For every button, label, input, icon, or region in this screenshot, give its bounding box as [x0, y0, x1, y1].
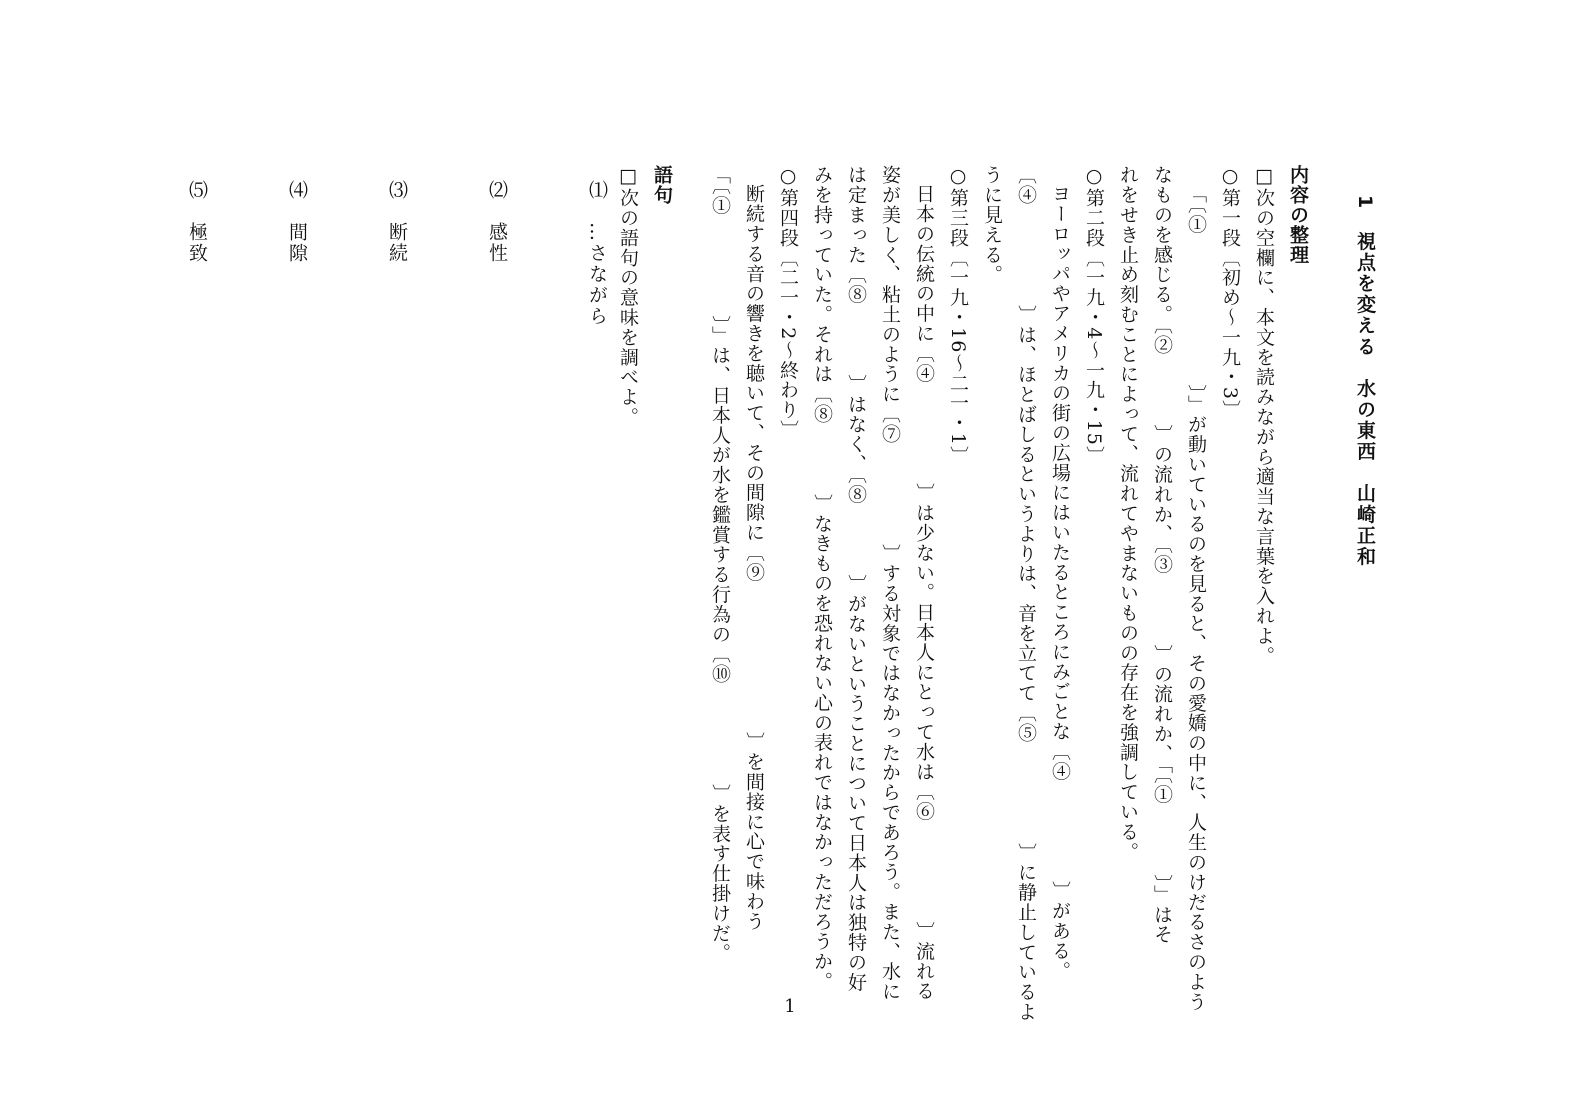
text: 〕」は、日本人が水を鑑賞する行為の〔⑩	[709, 315, 731, 684]
text: 〔④	[1015, 165, 1037, 205]
text: 日本の伝統の中に〔④	[913, 184, 935, 383]
paragraph-4-line-2	[710, 165, 729, 963]
text: 〕は、ほとばしるというよりは、音を立てて〔⑤	[1015, 304, 1037, 743]
text: は定まった〔⑧	[845, 165, 867, 305]
section-heading-content: 内容の整理	[1287, 165, 1309, 265]
vocab-word: …さながら	[586, 222, 608, 327]
text: みを持っていた。それは〔⑧	[811, 165, 833, 424]
vocab-number: ⑸	[186, 180, 208, 201]
text: 〕」はそ	[1151, 874, 1173, 945]
text: 〕に静止しているよ	[1015, 842, 1037, 1022]
vocab-number: ⑵	[486, 180, 508, 201]
text: 〕」が動いているのを見ると、その愛嬌の中に、人生のけだるさのよう	[1185, 384, 1207, 1012]
text: 「〔①	[709, 165, 731, 216]
paragraph-1-line-2	[1152, 165, 1171, 944]
vocab-word: 断続	[386, 222, 408, 264]
vocab-item-1	[584, 180, 611, 327]
text: 〕を間接に心で味わう	[743, 732, 765, 931]
paragraph-1-line-1	[1186, 165, 1205, 1012]
paragraph-3-line-4	[812, 165, 831, 991]
paragraph-2-line-2	[1016, 165, 1035, 1022]
text: 〕なきものを恐れない心の表れではなかっただろうか。	[811, 493, 833, 992]
paragraph-2-line-3: うに見える。	[981, 165, 1003, 285]
instruction-vocab: □次の語句の意味を調べよ。	[617, 165, 639, 427]
instruction-content: □次の空欄に、本文を読みながら適当な言葉を入れよ。	[1253, 165, 1275, 666]
vocab-word: 感性	[486, 222, 508, 264]
text: 姿が美しく、粘土のように〔⑦	[879, 165, 901, 444]
text: 〕は少ない。日本人にとって水は〔⑥	[913, 483, 935, 822]
vocab-number: ⑷	[286, 180, 308, 201]
paragraph-2-heading: ○第二段〔一九・4〜一九・15〕	[1083, 165, 1105, 466]
vocab-item-2	[484, 180, 511, 264]
paragraph-3-line-3	[846, 165, 865, 992]
section-heading-vocab: 語句	[651, 165, 673, 205]
text: 〕がある。	[1049, 881, 1071, 981]
page-title: 1 視点を変える 水の東西 山崎正和	[1354, 195, 1376, 568]
text: 〕流れる	[913, 921, 935, 1001]
text: 断続する音の響きを聴いて、その間隙に〔⑨	[743, 184, 765, 582]
vocab-item-5	[184, 180, 211, 264]
vocab-number: ⑴	[586, 180, 608, 201]
text: 〕する対象ではなかったからであろう。また、水に	[879, 543, 901, 1002]
text: なものを感じる。〔②	[1151, 165, 1173, 355]
text: 「〔①	[1185, 184, 1207, 235]
paragraph-4-line-1	[744, 165, 763, 931]
paragraph-3-heading: ○第三段〔一九・16〜二一・1〕	[947, 165, 969, 466]
paragraph-4-heading: ○第四段〔二一・2〜終わり〕	[777, 165, 799, 440]
text: 〕はなく、〔⑧	[845, 374, 867, 505]
paragraph-3-line-2	[880, 165, 899, 1001]
paragraph-2-line-1	[1050, 165, 1069, 981]
page-number: 1	[784, 996, 796, 1017]
text: 〕の流れか、〔③	[1151, 424, 1173, 575]
text: 〕の流れか、「〔①	[1151, 644, 1173, 805]
vocab-number: ⑶	[386, 180, 408, 201]
vocab-item-4	[284, 180, 311, 264]
text: 〕を表す仕掛けだ。	[709, 783, 731, 963]
paragraph-1-line-3: れをせき止め刻むことによって、流れてやまないものの存在を強調している。	[1117, 165, 1139, 862]
paragraph-3-line-1	[914, 165, 933, 1001]
paragraph-1-heading: ○第一段〔初め〜一九・3〕	[1219, 165, 1241, 420]
vocab-word: 極致	[186, 222, 208, 264]
text: ヨーロッパやアメリカの街の広場にはいたるところにみごとな〔④	[1049, 184, 1071, 781]
vocab-word: 間隙	[286, 222, 308, 264]
vocab-item-3	[384, 180, 411, 264]
text: 〕がないということについて日本人は独特の好	[845, 574, 867, 993]
